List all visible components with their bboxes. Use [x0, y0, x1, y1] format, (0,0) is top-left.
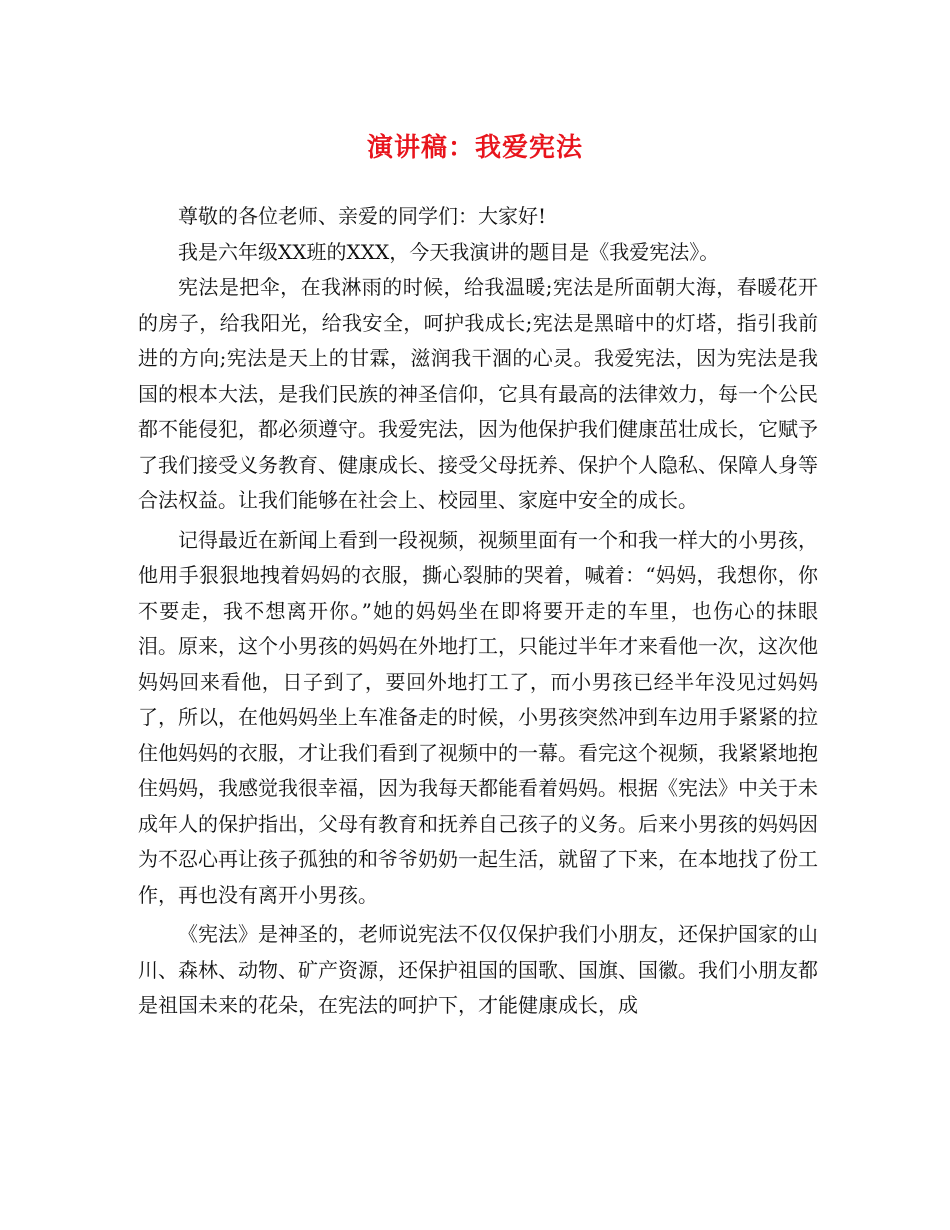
document-title: 演讲稿：我爱宪法 [366, 133, 583, 163]
paragraph-constitution-protects: 《宪法》是神圣的，老师说宪法不仅仅保护我们小朋友，还保护国家的山川、森林、动物、矿产资源，还保护祖国的国歌、国旗、国徽。我们小朋友都是祖国未来的花朵，在宪法的呵护下，才能健康成长，成 [138, 922, 818, 1017]
paragraph-news-story: 记得最近在新闻上看到一段视频，视频里面有一个和我一样大的小男孩，他用手狠狠地拽着妈妈的衣服，撕心裂肺的哭着，喊着：“妈妈，我想你，你不要走，我不想离开你。”她的妈妈坐在即将要开走的车里，也伤心的抹眼泪。原来，这个小男孩的妈妈在外地打工，只能过半年才来看他一次，这次他妈妈回来看他，日子到了，要回外地打工了，而小男孩已经半年没见过妈妈了，所以，在他妈妈坐上车准备走的时候，小男孩突然冲到车边用手紧紧的拉住他妈妈的衣服，才让我们看到了视频中的一幕。看完这个视频，我紧紧地抱住妈妈，我感觉我很幸福，因为我每天都能看着妈妈。根据《宪法》中关于未成年人的保护指出，父母有教育和抚养自己孩子的义务。后来小男孩的妈妈因为不忍心再让孩子孤独的和爷爷奶奶一起生活，就留了下来，在本地找了份工作，再也没有离开小男孩。 [138, 527, 818, 907]
paragraph-constitution-metaphors: 宪法是把伞，在我淋雨的时候，给我温暖;宪法是所面朝大海，春暖花开的房子，给我阳光，给我安全，呵护我成长;宪法是黑暗中的灯塔，指引我前进的方向;宪法是天上的甘霖，滋润我干涸的心灵。我爱宪法，因为宪法是我国的根本大法，是我们民族的神圣信仰，它具有最高的法律效力，每一个公民都不能侵犯，都必须遵守。我爱宪法，因为他保护我们健康茁壮成长，它赋予了我们接受义务教育、健康成长、接受父母抚养、保护个人隐私、保障人身等合法权益。让我们能够在社会上、校园里、家庭中安全的成长。 [138, 275, 818, 512]
paragraph-greeting: 尊敬的各位老师、亲爱的同学们：大家好! [178, 204, 547, 228]
paragraph-introduction: 我是六年级XX班的XXX，今天我演讲的题目是《我爱宪法》。 [178, 239, 720, 264]
document-body [138, 199, 818, 1024]
